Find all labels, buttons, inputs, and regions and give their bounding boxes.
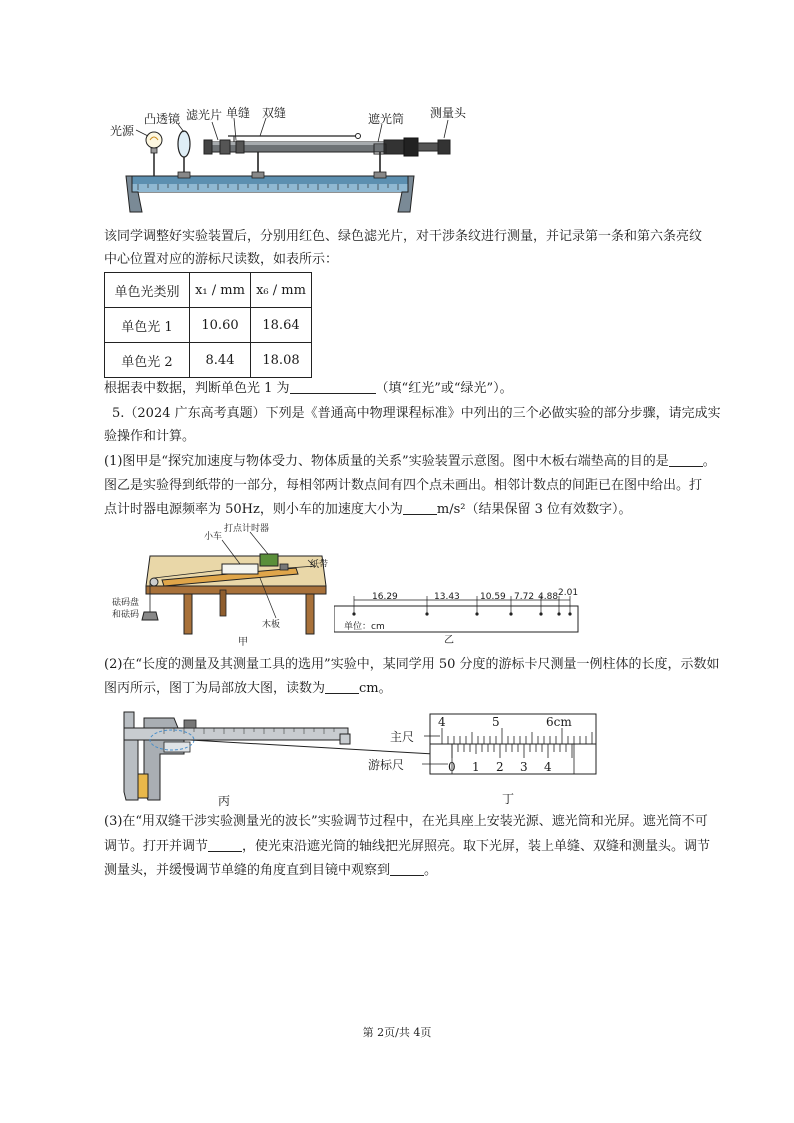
- table-cell: 18.64: [251, 308, 312, 343]
- label-filter: 滤光片: [186, 108, 223, 122]
- main-scale-number: 4: [438, 715, 446, 729]
- table-header-cell: 单色光类别: [105, 273, 190, 308]
- readings-table: [104, 272, 312, 378]
- label-weights-line-1: 砝码盘: [112, 598, 140, 608]
- q5-part1-text-b: （结果保留 3 位有效数字）。: [465, 502, 632, 517]
- p3-text-b: ，使光束沿遮光筒的轴线把光屏照亮。取下光屏，装上单缝、双缝和测量头。调节: [242, 839, 711, 854]
- tape-distance: 4.88: [538, 592, 559, 602]
- table-cell: 18.08: [251, 343, 312, 378]
- q5-part1-end: 。: [702, 454, 716, 469]
- table-header-cell: x₆ / mm: [251, 273, 312, 308]
- label-double-slit: 双缝: [262, 106, 287, 120]
- page-footer: 第 2页/共 4页: [362, 1026, 432, 1039]
- p3-text-d: 。: [424, 863, 438, 878]
- q5-part1-text: (1)图甲是“探究加速度与物体受力、物体质量的关系”实验装置示意图。图中木板右端垫高的目的是: [104, 454, 669, 469]
- q5-part1-text-a: 点计时器电源频率为 50Hz，则小车的加速度大小为: [104, 502, 403, 517]
- label-board: 木板: [262, 620, 281, 630]
- p2-line-2: [104, 675, 392, 702]
- double-slit-apparatus-figure: [108, 100, 488, 222]
- cart-experiment-figure: [110, 520, 330, 648]
- magnified-scale-figure: [368, 712, 600, 810]
- p3-text-a: 调节。打开并调节: [104, 839, 209, 854]
- tape-distance: 16.29: [372, 592, 398, 602]
- tape-distance: 13.43: [434, 592, 460, 602]
- label-timer: 打点计时器: [224, 524, 270, 534]
- label-measuring-head: 测量头: [430, 106, 467, 120]
- tape-distance: 7.72: [514, 592, 535, 602]
- table-cell: 8.44: [190, 343, 251, 378]
- p3-text-c: 测量头，并缓慢调节单缝的角度直到目镜中观察到: [104, 863, 391, 878]
- label-ding: 丁: [502, 792, 515, 806]
- label-tape: 纸带: [310, 560, 329, 570]
- vernier-number: 3: [520, 760, 528, 774]
- judge-text-before: 根据表中数据，判断单色光 1 为: [104, 381, 290, 396]
- vernier-number: 2: [496, 760, 504, 774]
- label-shade-tube: 遮光筒: [368, 112, 405, 126]
- q5-part1-line-3: [104, 496, 632, 523]
- main-scale-number: 6cm: [546, 715, 572, 729]
- label-weights-line-2: 和砝码: [112, 610, 140, 620]
- table-cell: 10.60: [190, 308, 251, 343]
- table-cell: 单色光 2: [105, 343, 190, 378]
- table-header-row: [105, 273, 312, 308]
- unit-acceleration: m/s²: [436, 502, 466, 517]
- tape-distance: 2.01: [558, 588, 579, 598]
- label-light-source: 光源: [110, 124, 135, 138]
- q5-part1-line-1: [104, 448, 716, 475]
- main-scale-number: 5: [492, 715, 500, 729]
- vernier-number: 4: [544, 760, 552, 774]
- label-vernier-scale: 游标尺: [368, 758, 405, 772]
- table-header-cell: x₁ / mm: [190, 273, 251, 308]
- tape-distance: 10.59: [480, 592, 506, 602]
- label-yi: 乙: [444, 635, 454, 646]
- p2-line-1: (2)在“长度的测量及其测量工具的选用”实验中，某同学用 50 分度的游标卡尺测量一例柱体的长度，示数如: [104, 657, 720, 672]
- answer-blank-color[interactable]: [290, 379, 376, 394]
- p3-line-2: [104, 833, 710, 860]
- table-row: [105, 343, 312, 378]
- table-cell: 单色光 1: [105, 308, 190, 343]
- label-cart: 小车: [204, 532, 223, 542]
- answer-blank-purpose[interactable]: [669, 452, 703, 467]
- label-convex-lens: 凸透镜: [144, 112, 181, 126]
- q5-part1-line-2: 图乙是实验得到纸带的一部分，每相邻两计数点间有四个点未画出。相邻计数点的间距已在图中给出。打: [104, 478, 703, 493]
- q5-line-2: 验操作和计算。: [104, 429, 196, 444]
- label-jia: 甲: [238, 637, 248, 648]
- label-single-slit: 单缝: [226, 106, 251, 120]
- intro-line-1: 该同学调整好实验装置后，分别用红色、绿色滤光片，对干涉条纹进行测量，并记录第一条和第六条亮纹: [104, 229, 703, 244]
- answer-blank-adjust[interactable]: [208, 837, 242, 852]
- p2-text-b: cm。: [359, 681, 392, 696]
- table-row: [105, 308, 312, 343]
- label-main-scale: 主尺: [390, 730, 415, 744]
- judge-text-after: （填“红光”或“绿光”）。: [375, 381, 513, 396]
- answer-blank-acceleration[interactable]: [403, 500, 437, 515]
- p3-line-1: (3)在“用双缝干涉实验测量光的波长”实验调节过程中，在光具座上安装光源、遮光筒和光屏。遮光筒不可: [104, 814, 708, 829]
- judge-line: [104, 375, 513, 402]
- q5-line-1: 5.（2024 广东高考真题）下列是《普通高中物理课程标准》中列出的三个必做实验的部分步骤，请完成实: [112, 406, 721, 421]
- p2-text-a: 图丙所示，图丁为局部放大图，读数为: [104, 681, 326, 696]
- answer-blank-observe[interactable]: [390, 861, 424, 876]
- label-bing: 丙: [218, 794, 231, 808]
- tape-unit: 单位：cm: [344, 622, 385, 632]
- vernier-number: 0: [448, 760, 456, 774]
- vernier-number: 1: [472, 760, 480, 774]
- answer-blank-reading[interactable]: [325, 679, 359, 694]
- p3-line-3: [104, 857, 437, 884]
- paper-tape-figure: [334, 588, 580, 648]
- intro-line-2: 中心位置对应的游标尺读数，如表所示：: [104, 252, 339, 267]
